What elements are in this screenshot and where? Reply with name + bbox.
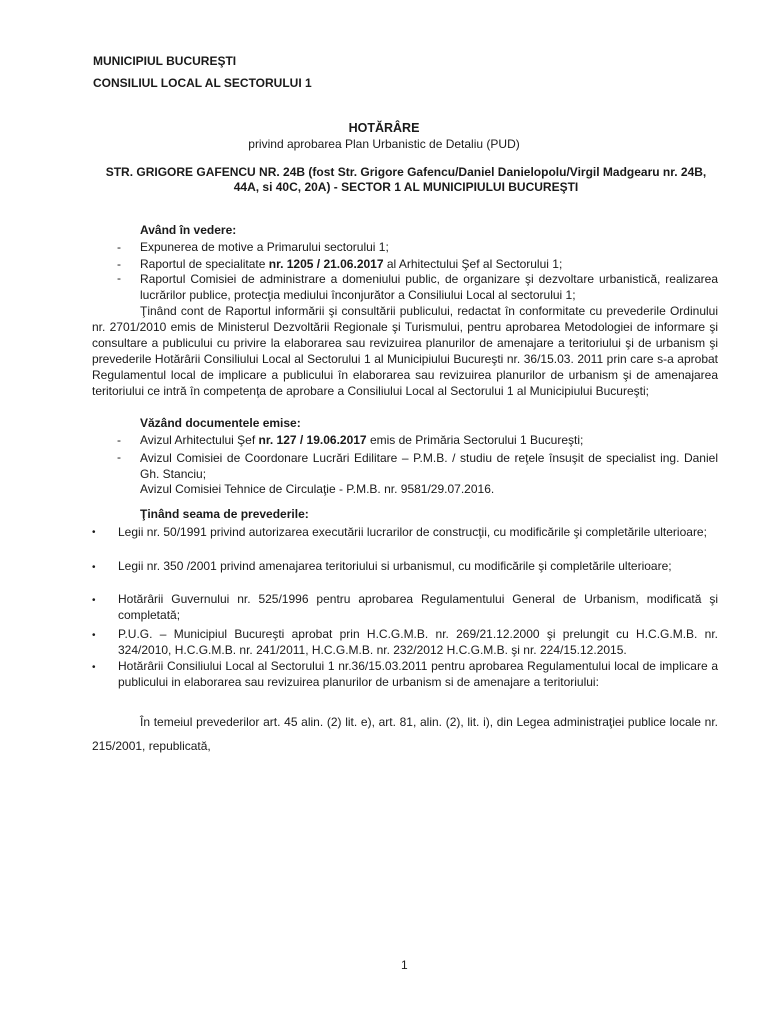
vazand-item-2: Avizul Comisiei de Coordonare Lucrări Edilitare – P.M.B. / studiu de reţele însuşit de specialist ing. Daniel Gh. Stanciu; — [140, 451, 718, 481]
vazand-item-1-pre: Avizul Arhitectului Şef — [140, 433, 259, 447]
bullet-marker: • — [92, 662, 96, 673]
bullet-marker: • — [92, 595, 96, 606]
bullet-marker: • — [92, 630, 96, 641]
bullet-marker: • — [92, 562, 96, 573]
street-heading: STR. GRIGORE GAFENCU NR. 24B (fost Str. Grigore Gafencu/Daniel Danielopolu/Virgil Madgearu nr. 24B, 44A, si 40C, 20A) - SECTOR 1 AL MUNICIPIULUI BUCUREŞTI — [105, 165, 707, 194]
avand-item-3: Raportul Comisiei de administrare a domeniului public, de organizare şi dezvoltare urbanistică, realizarea lucrărilor publice, protecţia mediului înconjurător a Consiliului Local al sectorului 1; — [140, 272, 718, 302]
tinand-item-1: Legii nr. 50/1991 privind autorizarea executării lucrarilor de construcţii, cu modificările şi completările ulterioare; — [118, 525, 707, 539]
page-number: 1 — [401, 958, 408, 972]
tinand-item-2: Legii nr. 350 /2001 privind amenajarea teritoriului si urbanismul, cu modificările şi completările ulterioare; — [118, 559, 672, 573]
dash-marker: - — [117, 433, 121, 447]
avand-item-2-post: al Arhitectului Şef al Sectorului 1; — [383, 257, 563, 271]
avand-paragraph: Ţinând cont de Raportul informării şi consultării publicului, redactat în conformitate cu prevederile Ordinului nr. 2701/2010 emis de Ministerul Dezvoltării Regionale şi Turismului, pentru aprobarea Metodologiei de informare şi consultare a publicului cu privire la elaborarea sau revizuirea planurilor de amenajare a teritoriului şi de urbanism şi prevederile Hotărârii Consiliului Local al Sectorului 1 al Municipiului Bucureşti nr. 36/15.03. 2011 prin care s-a aprobat Regulamentul local de implicare a publicului în elaborarea sau revizuirea planurilor de urbanism şi de amenajarea teritoriului ce intră în competenţa de aprobare a Consiliului Local al Sectorului 1 al Municipiului Bucureşti; — [92, 304, 718, 398]
dash-marker: - — [117, 271, 121, 285]
tinand-item-5: Hotărârii Consiliului Local al Sectorului 1 nr.36/15.03.2011 pentru aprobarea Regulamentului local de implicare a publicului in elaborarea sau revizuirea planurilor de urbanism si de amenajare a teritoriului: — [118, 659, 718, 689]
issuer-line-2: CONSILIUL LOCAL AL SECTORULUI 1 — [93, 76, 312, 90]
vazand-item-1-number: nr. 127 / 19.06.2017 — [258, 433, 367, 447]
section-heading-avand: Având în vedere: — [140, 223, 237, 237]
dash-marker: - — [117, 450, 121, 464]
avand-item-2 — [140, 257, 718, 272]
section-heading-tinand: Ţinând seama de prevederile: — [140, 507, 309, 521]
section-heading-vazand: Văzând documentele emise: — [140, 416, 301, 430]
legal-basis-paragraph: În temeiul prevederilor art. 45 alin. (2) lit. e), art. 81, alin. (2), lit. i), din Legea administraţiei publice locale nr. 215/2001, republicată, — [92, 715, 718, 753]
bullet-marker: • — [92, 527, 96, 538]
tinand-item-4: P.U.G. – Municipiul Bucureşti aprobat prin H.C.G.M.B. nr. 269/21.12.2000 şi prelungit cu H.C.G.M.B. nr. 324/2010, H.C.G.M.B. nr. 241/2011, H.C.G.M.B. nr. 232/2012 H.C.G.M.B. şi nr. 224/15.12.2015. — [118, 627, 718, 657]
document-title: HOTĂRÂRE — [348, 121, 420, 135]
issuer-line-1: MUNICIPIUL BUCUREŞTI — [93, 54, 237, 68]
avand-item-2-pre: Raportul de specialitate — [140, 257, 269, 271]
avand-item-2-number: nr. 1205 / 21.06.2017 — [268, 257, 384, 271]
tinand-item-3: Hotărârii Guvernului nr. 525/1996 pentru aprobarea Regulamentului General de Urbanism, modificată şi completată; — [118, 592, 718, 622]
dash-marker: - — [117, 257, 121, 271]
dash-marker: - — [117, 240, 121, 254]
vazand-item-1-post: emis de Primăria Sectorului 1 Bucureşti; — [366, 433, 584, 447]
vazand-item-1 — [140, 433, 718, 448]
vazand-item-3: Avizul Comisiei Tehnice de Circulaţie - P.M.B. nr. 9581/29.07.2016. — [140, 482, 495, 496]
avand-item-1: Expunerea de motive a Primarului sectorului 1; — [140, 240, 389, 254]
document-subtitle: privind aprobarea Plan Urbanistic de Detaliu (PUD) — [248, 137, 520, 151]
